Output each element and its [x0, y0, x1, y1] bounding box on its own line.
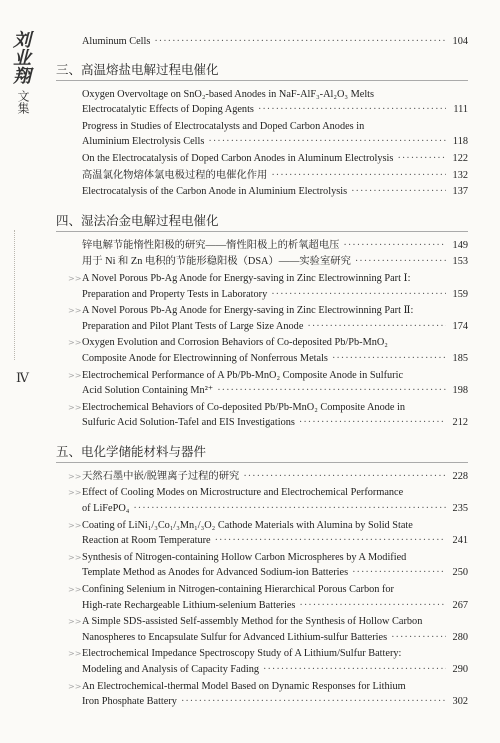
toc-entry-page: 212	[452, 417, 468, 429]
toc-entry-page: 149	[452, 239, 468, 251]
toc-entry	[56, 646, 468, 677]
entry-marker-icon: >>	[68, 306, 82, 316]
toc-entry-page: 185	[452, 352, 468, 364]
toc-entry	[56, 335, 468, 366]
section-title: 三、高温熔盐电解过程电催化	[56, 60, 468, 81]
toc-entry-title: Progress in Studies of Electrocatalysts and Doped Carbon Anodes in	[82, 120, 365, 132]
toc-line	[82, 598, 468, 614]
entry-marker-icon: >>	[68, 649, 82, 659]
toc-entry	[56, 582, 468, 613]
toc-line	[82, 168, 468, 184]
toc-line	[82, 400, 468, 416]
toc-line	[82, 87, 468, 103]
toc-entry-page: 198	[452, 385, 468, 397]
toc-entry-page: 250	[452, 567, 468, 579]
toc-entry	[56, 151, 468, 167]
toc-line	[82, 102, 468, 118]
toc-entry-page: 290	[452, 664, 468, 675]
toc-line	[82, 34, 468, 50]
toc-entry-title: A Simple SDS-assisted Self-assembly Method for the Synthesis of Hollow Carbon	[82, 616, 423, 628]
toc-entry	[56, 679, 468, 710]
toc-entry-page: 137	[452, 186, 468, 198]
toc-entry	[56, 271, 468, 302]
toc-entry-page: 235	[452, 503, 468, 515]
dot-leader	[391, 630, 446, 646]
entry-marker-icon: >>	[68, 552, 82, 562]
section-title: 五、电化学储能材料与器件	[56, 442, 468, 463]
dot-leader	[351, 184, 446, 200]
toc-entry-title: Electrochemical Behaviors of Co-deposited Pb/Pb-MnO₂ Composite Anode in	[82, 401, 406, 413]
toc-entry-page: 122	[452, 152, 468, 164]
entry-marker-icon: >>	[68, 488, 82, 498]
toc-line	[82, 582, 468, 598]
toc-line	[82, 368, 468, 384]
toc-line	[82, 415, 468, 431]
dot-leader	[258, 102, 446, 118]
toc-entry-title: Modeling and Analysis of Capacity Fading	[82, 664, 260, 675]
toc-line	[82, 662, 468, 678]
toc-entry	[56, 168, 468, 184]
toc-entry-page: 111	[453, 104, 468, 116]
dot-leader	[307, 319, 446, 335]
toc-entry-title: 天然石墨中嵌/脱锂离子过程的研究	[82, 470, 240, 482]
toc-entry	[56, 614, 468, 645]
toc-line	[82, 303, 468, 319]
toc-line	[82, 134, 468, 150]
toc-entry	[56, 254, 468, 270]
book-author: 刘业翔	[11, 30, 31, 84]
toc-line	[82, 238, 468, 254]
toc-line	[82, 565, 468, 581]
toc-entry-title: A Novel Porous Pb-Ag Anode for Energy-saving in Zinc Electrowinning Part Ⅰ:	[82, 272, 411, 284]
entry-marker-icon: >>	[68, 273, 82, 283]
toc-entry-title: Iron Phosphate Battery	[82, 696, 177, 708]
page-number: Ⅳ	[16, 370, 29, 385]
dot-leader	[208, 134, 446, 150]
toc-entry-title: Nanospheres to Encapsulate Sulfur for Advanced Lithium-sulfur Batteries	[82, 631, 388, 643]
toc-entry-title: Electrochemical Performance of A Pb/Pb-MnO₂ Composite Anode in Sulfuric	[82, 369, 404, 381]
entry-marker-icon: >>	[68, 370, 82, 380]
toc-line	[82, 119, 468, 135]
toc-entry-title: Effect of Cooling Modes on Microstructure and Electrochemical Performance	[82, 487, 404, 499]
toc-line	[82, 518, 468, 534]
toc-line	[82, 533, 468, 549]
toc-sections	[56, 60, 468, 711]
toc-entry-title: Electrocatalysis of the Carbon Anode in Aluminium Electrolysis	[82, 186, 348, 198]
dot-leader	[352, 565, 446, 581]
sidebar-dotted-rule	[14, 230, 15, 360]
dot-leader	[181, 694, 446, 710]
dot-leader	[299, 598, 446, 614]
toc-line	[82, 383, 468, 399]
dot-leader	[215, 533, 446, 549]
toc-entry-title: Acid Solution Containing Mn²⁺	[82, 385, 214, 397]
toc-entry-title: Composite Anode for Electrowinning of Nonferrous Metals	[82, 352, 328, 364]
dot-leader	[271, 168, 446, 184]
toc-entry-page: 267	[452, 599, 468, 611]
dot-leader	[332, 351, 446, 367]
toc-entry-title: 高温氯化物熔体氯电极过程的电催化作用	[82, 169, 268, 181]
toc-line	[82, 630, 468, 646]
toc-line	[82, 646, 468, 662]
dot-leader	[343, 238, 446, 254]
toc-content	[56, 34, 468, 711]
toc-entry-page: 159	[452, 288, 468, 300]
toc-entry	[56, 550, 468, 581]
toc-entry	[56, 400, 468, 431]
toc-line	[82, 335, 468, 351]
section-title: 四、湿法冶金电解过程电催化	[56, 211, 468, 232]
dot-leader	[355, 254, 446, 270]
toc-line	[82, 679, 468, 695]
toc-line	[82, 469, 468, 485]
toc-entry-page: 153	[452, 256, 468, 268]
toc-entry-page: 104	[452, 36, 468, 47]
toc-entry-title: High-rate Rechargeable Lithium-selenium Batteries	[82, 599, 296, 611]
toc-entry	[56, 119, 468, 150]
toc-entry	[56, 184, 468, 200]
toc-line	[82, 550, 468, 566]
toc-entry-page: 241	[452, 535, 468, 547]
toc-entry	[56, 368, 468, 399]
toc-entry-page: 174	[452, 320, 468, 332]
entry-marker-icon: >>	[68, 681, 82, 691]
toc-entry-title: Confining Selenium in Nitrogen-containing Hierarchical Porous Carbon for	[82, 584, 394, 596]
toc-entry-title: Preparation and Pilot Plant Tests of Large Size Anode	[82, 320, 304, 332]
toc-entry-page: 280	[452, 631, 468, 643]
toc-entry	[56, 485, 468, 516]
entry-marker-icon: >>	[68, 338, 82, 348]
toc-entry-title: Sulfuric Acid Solution-Tafel and EIS Investigations	[82, 417, 295, 429]
toc-entry	[56, 34, 468, 50]
toc-entry	[56, 303, 468, 334]
dot-leader	[133, 501, 446, 517]
dot-leader	[299, 415, 446, 431]
dot-leader	[243, 469, 446, 485]
toc-entry-title: On the Electrocatalysis of Doped Carbon Anodes in Aluminum Electrolysis	[82, 152, 394, 164]
toc-entry	[56, 87, 468, 118]
toc-entry-page: 302	[452, 696, 468, 708]
toc-entry-title: Aluminum Cells	[82, 36, 151, 47]
toc-entry-title: of LiFePO₄	[82, 503, 130, 515]
toc-line	[82, 614, 468, 630]
dot-leader	[217, 383, 446, 399]
toc-line	[82, 271, 468, 287]
toc-line	[82, 485, 468, 501]
toc-entry-title: Electrochemical Impedance Spectroscopy Study of A Lithium/Sulfur Battery:	[82, 648, 402, 660]
toc-entry-page: 228	[452, 470, 468, 482]
toc-entry-title: 锌电解节能惰性阳极的研究——惰性阳极上的析氧超电压	[82, 239, 340, 251]
entry-marker-icon: >>	[68, 402, 82, 412]
entry-marker-icon: >>	[68, 617, 82, 627]
toc-line	[82, 501, 468, 517]
toc-entry-title: Template Method as Anodes for Advanced Sodium-ion Batteries	[82, 567, 349, 579]
toc-line	[82, 319, 468, 335]
toc-entry	[56, 238, 468, 254]
toc-entry-title: Aluminium Electrolysis Cells	[82, 136, 205, 148]
entry-marker-icon: >>	[68, 585, 82, 595]
toc-entry-page: 132	[452, 169, 468, 181]
dot-leader	[271, 287, 446, 303]
toc-entry-title: Synthesis of Nitrogen-containing Hollow Carbon Microspheres by A Modified	[82, 551, 407, 563]
toc-entry-title: An Electrochemical-thermal Model Based on Dynamic Responses for Lithium	[82, 680, 406, 692]
sidebar	[10, 30, 34, 114]
toc-line	[82, 184, 468, 200]
entry-marker-icon: >>	[68, 471, 82, 481]
toc-entry-title: Preparation and Property Tests in Laboratory	[82, 288, 268, 300]
toc-line	[82, 694, 468, 710]
toc-line	[82, 254, 468, 270]
toc-entry-title: Oxygen Overvoltage on SnO₂-based Anodes in NaF-AlF₃-Al₂O₃ Melts	[82, 88, 375, 100]
dot-leader	[154, 34, 446, 50]
toc-entry-title: Oxygen Evolution and Corrosion Behaviors of Co-deposited Pb/Pb-MnO₂	[82, 337, 388, 349]
dot-leader	[397, 151, 446, 167]
entry-marker-icon: >>	[68, 520, 82, 530]
toc-line	[82, 287, 468, 303]
toc-entry-title: A Novel Porous Pb-Ag Anode for Energy-saving in Zinc Electrowinning Part Ⅱ:	[82, 305, 414, 317]
toc-entry-title: Coating of LiNi₁/₃Co₁/₃Mn₁/₃O₂ Cathode Materials with Alumina by Solid State	[82, 519, 413, 531]
toc-entry-page: 118	[452, 136, 468, 148]
dot-leader	[263, 662, 446, 678]
toc-entry-title: Electrocatalytic Effects of Doping Agents	[82, 104, 254, 116]
toc-line	[82, 151, 468, 167]
toc-line	[82, 351, 468, 367]
toc-entry-title: 用于 Ni 和 Zn 电积的节能形稳阳极（DSA）——实验室研究	[82, 256, 351, 268]
toc-entry-title: Reaction at Room Temperature	[82, 535, 211, 547]
toc-entry	[56, 469, 468, 485]
book-series: 文集	[16, 90, 30, 114]
toc-entry	[56, 518, 468, 549]
